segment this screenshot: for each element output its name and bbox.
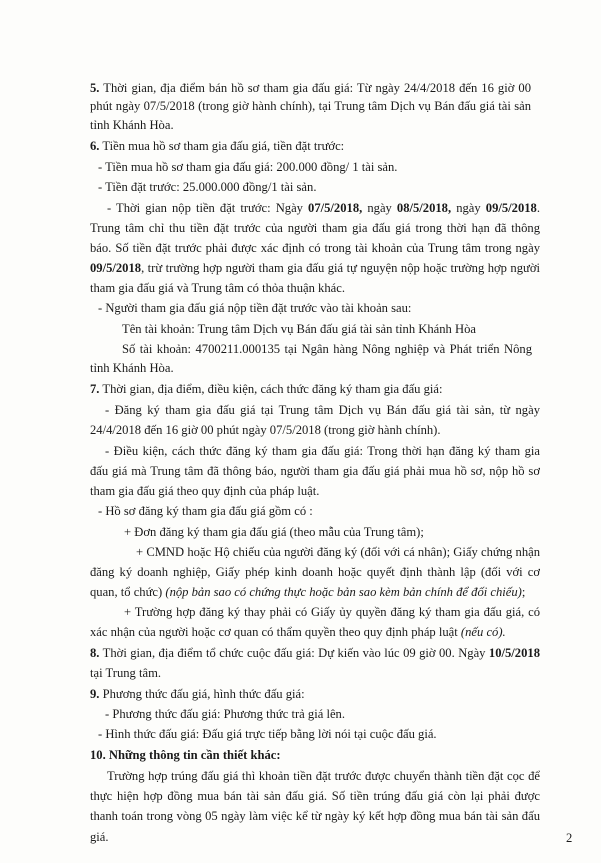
text-segment: + Đơn đăng ký tham gia đấu giá (theo mẫu của Trung tâm);	[124, 525, 424, 539]
text-line	[90, 80, 531, 96]
page-number: 2	[566, 831, 573, 845]
text-line	[90, 624, 506, 640]
text-line	[90, 98, 531, 114]
text-segment: Số tài khoản: 4700211.000135 tại Ngân hàng Nông nghiệp và Phát triển Nông	[122, 342, 532, 356]
text-line	[105, 443, 540, 459]
text-segment: 09/5/2018	[485, 201, 537, 215]
text-line	[90, 138, 344, 154]
text-segment: Tiền mua hồ sơ tham gia đấu giá, tiền đặt trước:	[99, 139, 345, 153]
text-line	[107, 200, 540, 216]
text-segment: Thời gian, địa điểm, điều kiện, cách thức đăng ký tham gia đấu giá:	[99, 382, 443, 396]
text-line	[122, 341, 532, 357]
text-segment: - Phương thức đấu giá: Phương thức trả giá lên.	[105, 707, 345, 721]
text-line	[90, 381, 443, 397]
text-segment: , trừ trường hợp người tham gia đấu giá tự nguyện nộp hoặc trường hợp người	[141, 261, 540, 275]
text-line	[90, 280, 345, 296]
text-segment: - Điều kiện, cách thức đăng ký tham gia đấu giá: Trong thời hạn đăng ký tham gia	[105, 444, 540, 458]
text-segment: + Trường hợp đăng ký thay phải có Giấy ủy quyền đăng ký tham gia đấu giá, có	[124, 605, 540, 619]
text-segment: (nộp bản sao có chứng thực hoặc bản sao kèm bản chính để đối chiếu)	[165, 585, 522, 599]
text-line	[90, 483, 319, 499]
text-line	[98, 503, 313, 519]
text-segment: - Hồ sơ đăng ký tham gia đấu giá gồm có :	[98, 504, 313, 518]
text-line	[90, 220, 540, 236]
text-segment: - Hình thức đấu giá: Đấu giá trực tiếp bằng lời nói tại cuộc đấu giá.	[98, 727, 437, 741]
text-segment: (nếu có).	[460, 625, 506, 639]
text-segment: xác nhận của người hoặc cơ quan có thẩm quyền theo quy định pháp luật	[90, 625, 461, 639]
text-segment: tham gia đấu giá và Trung tâm có thỏa thuận khác.	[90, 281, 345, 295]
text-line	[90, 808, 540, 824]
text-line	[124, 524, 424, 540]
text-line	[98, 179, 316, 195]
text-segment: 07/5/2018,	[308, 201, 363, 215]
text-segment: Thời gian, địa điểm tổ chức cuộc đấu giá: Dự kiến vào lúc 09 giờ 00. Ngày	[99, 646, 489, 660]
text-line	[136, 544, 540, 560]
text-segment: - Tiền đặt trước: 25.000.000 đồng/1 tài sản.	[98, 180, 317, 194]
text-line	[98, 159, 397, 175]
text-line	[90, 788, 540, 804]
text-line	[90, 117, 174, 133]
text-line	[122, 321, 476, 337]
text-line	[90, 564, 540, 580]
text-line	[105, 706, 345, 722]
text-line	[90, 584, 525, 600]
text-segment: 8.	[90, 646, 100, 660]
text-line	[90, 829, 109, 845]
text-segment: Tên tài khoản: Trung tâm Dịch vụ Bán đấu giá tài sản tỉnh Khánh Hòa	[122, 322, 476, 336]
text-segment: Phương thức đấu giá, hình thức đấu giá:	[99, 687, 305, 701]
text-segment: ngày	[451, 201, 486, 215]
text-line	[107, 768, 540, 784]
text-segment: thực hiện hợp đồng mua bán tài sản đấu giá. Số tiền trúng đấu giá còn lại phải được	[90, 789, 540, 803]
text-segment: - Đăng ký tham gia đấu giá tại Trung tâm Dịch vụ Bán đấu giá tài sản, từ ngày	[105, 403, 540, 417]
text-segment: quan, tổ chức)	[90, 585, 166, 599]
text-line	[90, 665, 161, 681]
text-line	[90, 360, 174, 376]
text-segment: - Tiền mua hồ sơ tham gia đấu giá: 200.000 đồng/ 1 tài sản.	[98, 160, 398, 174]
text-segment: Trường hợp trúng đấu giá thì khoản tiền đặt trước được chuyển thành tiền đặt cọc để	[107, 769, 540, 783]
text-line	[90, 240, 540, 256]
text-segment: đấu giá mà Trung tâm đã thông báo, người tham gia đấu giá phải mua hồ sơ, nộp hồ sơ	[90, 464, 540, 478]
text-segment: 7.	[90, 382, 100, 396]
text-segment: 10/5/2018	[488, 646, 540, 660]
text-line	[124, 604, 540, 620]
text-segment: ngày	[362, 201, 397, 215]
text-segment: tỉnh Khánh Hòa.	[90, 361, 174, 375]
text-line	[90, 645, 540, 661]
text-segment: 10. Những thông tin cần thiết khác:	[90, 748, 281, 762]
text-segment: ;	[521, 585, 526, 599]
text-segment: - Thời gian nộp tiền đặt trước: Ngày	[107, 201, 309, 215]
text-line	[98, 300, 411, 316]
text-segment: tham gia đấu giá theo quy định của pháp luật.	[90, 484, 320, 498]
text-segment: đăng ký doanh nghiệp, Giấy phép kinh doanh hoặc quyết định thành lập (đối với cơ	[90, 565, 540, 579]
text-segment: báo. Số tiền đặt trước phải được xác định có trong tài khoản của Trung tâm trong ngày	[90, 241, 540, 255]
text-segment: 9.	[90, 687, 100, 701]
text-segment: giá.	[90, 830, 109, 844]
text-line	[90, 422, 441, 438]
text-segment: - Người tham gia đấu giá nộp tiền đặt trước vào tài khoản sau:	[98, 301, 412, 315]
text-segment: Thời gian, địa điểm bán hồ sơ tham gia đấu giá: Từ ngày 24/4/2018 đến 16 giờ 00	[99, 81, 531, 95]
text-segment: tại Trung tâm.	[90, 666, 162, 680]
text-line	[90, 260, 540, 276]
text-segment: 24/4/2018 đến 16 giờ 00 phút ngày 07/5/2018 (trong giờ hành chính).	[90, 423, 441, 437]
text-line	[90, 747, 281, 763]
text-segment: + CMND hoặc Hộ chiếu của người đăng ký (đối với cá nhân); Giấy chứng nhận	[136, 545, 540, 559]
text-segment: 5.	[90, 81, 100, 95]
text-segment: tỉnh Khánh Hòa.	[90, 118, 174, 132]
text-line	[90, 463, 540, 479]
text-segment: 6.	[90, 139, 100, 153]
text-line	[105, 402, 540, 418]
text-line	[98, 726, 437, 742]
text-segment: 08/5/2018,	[396, 201, 452, 215]
text-line	[90, 686, 305, 702]
text-segment: thanh toán trong vòng 05 ngày làm việc kể từ ngày ký kết hợp đồng mua bán tài sản đấu	[90, 809, 540, 823]
text-segment: .	[536, 201, 540, 215]
text-segment: Trung tâm chỉ thu tiền đặt trước của người tham gia đấu giá trong thời hạn đã thông	[90, 221, 540, 235]
text-segment: phút ngày 07/5/2018 (trong giờ hành chính), tại Trung tâm Dịch vụ Bán đấu giá tài sản	[90, 99, 531, 113]
text-segment: 09/5/2018	[90, 261, 142, 275]
